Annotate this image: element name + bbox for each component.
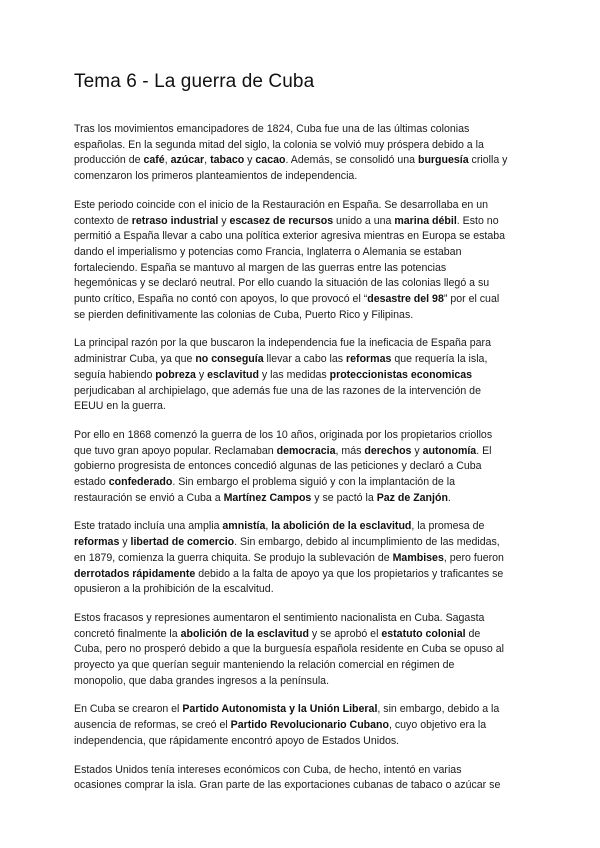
bold-term: retraso industrial [131,214,219,227]
text-run: y [119,536,131,549]
text-run: hegemónicas y se declaró neutral. Por ello cuando la situación de las colonias llegó a su [74,277,490,290]
text-run: punto crítico, España no contó con apoyos, lo que provocó el “ [74,293,368,306]
paragraph-2 [74,198,534,324]
text-run: fortaleciendo. España se mantuvo al margen de las guerras entre las potencias [74,261,447,274]
bold-term: Partido Revolucionario Cubano [230,719,389,732]
text-run: concretó finalmente la [74,627,181,640]
text-line [74,229,534,245]
text-run: llevar a cabo las [263,353,347,366]
text-run: . Además, se consolidó una [285,154,418,167]
text-run: y [244,154,256,167]
text-run: . [447,491,451,504]
bold-term: reformas [74,536,120,549]
bold-term: cacao [255,154,286,167]
text-run: y [218,214,230,227]
text-run: , sin embargo, debido a la [377,703,500,716]
text-run: En Cuba se crearon el [74,703,183,716]
text-run: restauración se envió a Cuba a [74,491,224,504]
text-run: , más [335,444,365,457]
text-line [74,658,534,674]
page-title: Tema 6 - La guerra de Cuba [74,71,315,92]
text-line [74,582,534,598]
text-run: La principal razón por la que buscaron la independencia fue la ineficacia de España para [74,337,491,350]
paragraph-4 [74,428,534,507]
text-run: . Sin embargo el problema siguió y con la implantación de la [172,476,456,488]
bold-term: no conseguía [195,353,264,366]
text-run: independencia, que rápidamente encontró apoyo de Estados Unidos. [74,734,400,747]
text-run: españolas. En la segunda mitad del siglo, la colonia se volvió muy próspera debido a la [74,138,484,151]
text-line [74,352,534,368]
text-line [74,778,534,794]
text-run: perjudicaban al archipielago, que además fue una de las razones de la intervención de [74,384,481,397]
bold-term: escasez de recursos [229,214,334,227]
text-run: de [465,627,481,640]
text-run: dando el imperialismo y potencias como Francia, Inglaterra o Alemania se estaban [74,245,462,258]
text-line [74,399,534,415]
bold-term: Partido Autonomista y la Unión Liberal [182,703,378,716]
text-run: , [204,154,211,167]
text-line [74,444,534,460]
text-run: monopolio, que daba grandes ingresos a la península. [74,674,330,687]
text-line [74,276,534,292]
bold-term: proteccionistas economicas [329,368,473,381]
text-run: ocasiones comprar la isla. Gran parte de las exportaciones cubanas de tabaco o azúcar se [74,779,501,792]
text-line [74,627,534,643]
text-run: en 1879, comienza la guerra chiquita. Se produjo la sublevación de [74,551,393,564]
text-line [74,702,534,718]
bold-term: derechos [364,444,412,457]
text-line [74,475,534,491]
bold-term: desastre del 98 [367,293,444,306]
text-line [74,198,534,214]
text-run: ausencia de reformas, se creó el [74,719,231,732]
paragraph-3 [74,336,534,415]
bold-term: reformas [346,353,392,366]
text-run: Cuba, pero no prosperó debido a que la burguesía española residente en Cuba se opuso al [74,643,504,656]
text-run: criolla y [468,154,508,167]
text-line [74,491,534,507]
text-line [74,122,534,138]
text-run: . El [476,444,492,457]
text-run: y [195,368,208,381]
bold-term: Paz de Zanjón [376,491,448,504]
text-run: que requería la isla, [391,353,488,366]
text-run: gobierno progresista de entonces concedió algunas de las peticiones y declaró a Cuba [74,460,482,473]
text-run: estado [74,476,109,488]
bold-term: libertad de comercio [130,536,235,549]
text-line [74,551,534,567]
paragraph-8 [74,763,534,794]
bold-term: Mambises [392,551,444,564]
text-run: Por ello en 1868 comenzó la guerra de los 10 años, originada por los propietarios criollos [74,428,493,441]
text-line [74,567,534,583]
text-run: , pero fueron [443,551,504,564]
text-line [74,519,534,535]
text-run: unido a una [333,214,395,227]
bold-term: burguesía [417,154,469,167]
bold-term: confederado [108,476,173,488]
text-run: y las medidas [258,368,330,381]
text-line [74,245,534,261]
text-run: se pierden definitivamente las colonias de Cuba, Puerto Rico y Filipinas. [74,308,414,321]
text-line [74,138,534,154]
bold-term: tabaco [210,154,245,167]
bold-term: autonomía [422,444,477,457]
text-line [74,459,534,475]
text-run: y [411,444,423,457]
text-line [74,336,534,352]
text-run: Este tratado incluía una amplia [74,520,223,533]
paragraph-7 [74,702,534,749]
text-run: , [265,520,272,533]
paragraph-6 [74,611,534,690]
text-line [74,535,534,551]
bold-term: derrotados rápidamente [74,567,196,580]
text-line [74,428,534,444]
text-run: administrar Cuba, ya que [74,353,196,366]
text-run: opusieron a la prohibición de la escalvitud. [74,583,274,596]
bold-term: azúcar [170,154,205,167]
text-run: Estos fracasos y represiones aumentaron el sentimiento nacionalista en Cuba. Sagasta [74,611,485,624]
bold-term: amnistía [222,520,266,533]
bold-term: Martínez Campos [223,491,312,504]
text-line [74,734,534,750]
text-line [74,368,534,384]
bold-term: marina débil [394,214,457,227]
text-run: , cuyo objetivo era la [388,719,487,732]
text-line [74,384,534,400]
bold-term: pobreza [155,368,196,381]
bold-term: la abolición de la esclavitud [271,520,412,533]
text-run: y se pactó la [311,491,377,504]
text-line [74,308,534,324]
paragraph-5 [74,519,534,598]
text-run: permitió a España llevar a cabo una política exterior agresiva mientras en Europa se estaba [74,230,506,243]
text-line [74,214,534,230]
text-run: , la promesa de [411,520,485,533]
text-run: Estados Unidos tenía intereses económicos con Cuba, de hecho, intentó en varias [74,763,462,776]
text-run: ” por el cual [443,293,500,306]
paragraph-1 [74,122,534,185]
text-line [74,153,534,169]
text-line [74,611,534,627]
text-line [74,169,534,185]
text-run: seguía habiendo [74,368,156,381]
text-line [74,763,534,779]
text-run: proyecto ya que querían seguir manteniendo la relación comercial en régimen de [74,659,455,671]
text-run: producción de [74,154,144,167]
text-run: , [164,154,171,167]
text-line [74,718,534,734]
text-run: Tras los movimientos emancipadores de 1824, Cuba fue una de las últimas colonias [74,123,470,135]
text-run: Este periodo coincide con el inicio de la Restauración en España. Se desarrollaba en un [74,198,489,211]
text-run: contexto de [74,214,132,227]
text-run: comenzaron los primeros planteamientos de independencia. [74,170,358,183]
bold-term: democracia [276,444,336,457]
text-line [74,674,534,690]
bold-term: estatuto colonial [381,627,466,640]
bold-term: esclavitud [207,368,259,381]
text-line [74,642,534,658]
text-run: que tuvo gran apoyo popular. Reclamaban [74,444,277,457]
text-run: . Sin embargo, debido al incumplimiento de las medidas, [234,536,500,549]
text-run: EEUU en la guerra. [74,400,166,413]
text-run: debido a la falta de apoyo ya que los propietarios y traficantes se [195,567,504,580]
text-line [74,261,534,277]
bold-term: abolición de la esclavitud [180,627,309,640]
text-run: . Esto no [456,214,499,227]
bold-term: café [143,154,165,167]
text-line [74,292,534,308]
text-run: y se aprobó el [308,627,382,640]
